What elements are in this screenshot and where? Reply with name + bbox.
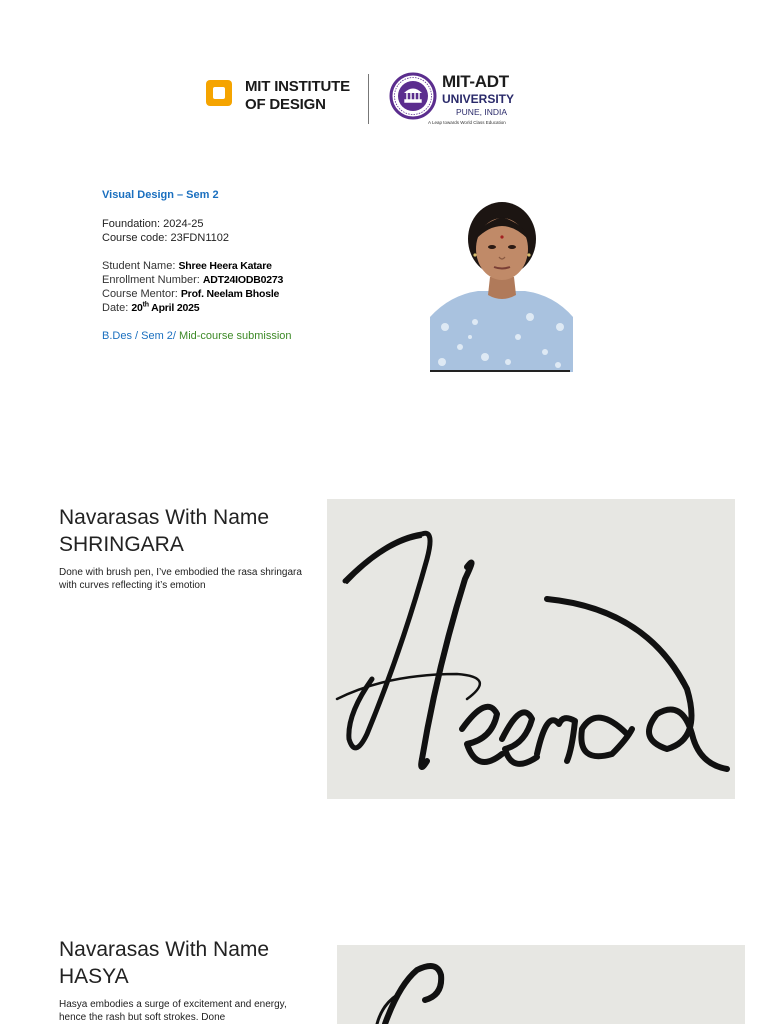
course-code-text: Course code: 23FDN1102 [102,232,229,244]
student-details [102,259,283,315]
enrollment-value: ADT24IODB0273 [202,274,284,286]
section-1-title-line2: SHRINGARA [59,533,184,556]
date-row [102,301,283,315]
course-details [102,217,229,245]
heera-calligraphy [327,499,735,799]
mit-institute-line2: OF DESIGN [245,96,326,113]
student-name-value: Shree Heera Katare [178,260,272,272]
mentor-row [102,287,283,301]
section-2-title-line2: HASYA [59,965,129,988]
submission-type-text: Mid-course submission [175,330,292,342]
student-name-label: Student Name: [102,260,179,272]
shringara-artwork [327,499,735,799]
student-name-row [102,259,283,273]
hasya-artwork [337,945,745,1024]
section-2-title-line1: Navarasas With Name [59,938,270,961]
section-1-title [59,504,269,558]
adt-university: UNIVERSITY [442,92,515,106]
section-2-title [59,936,269,990]
adt-tagline: A Leap towards World Class Education [428,120,506,125]
adt-city: PUNE, INDIA [456,107,508,117]
enrollment-row [102,273,283,287]
mentor-label: Course Mentor: [102,288,181,300]
date-suffix: th [142,301,149,309]
mit-institute-line1: MIT INSTITUTE [245,78,350,95]
mit-institute-logo-icon [206,80,232,106]
university-seal-icon [389,72,437,120]
enrollment-label: Enrollment Number: [102,274,203,286]
date-month-year: April 2025 [148,302,200,314]
student-portrait [430,197,573,372]
date-label: Date: [102,302,132,314]
section-2-description: Hasya embodies a surge of excitement and energy, hence the rash but soft strokes. Done [59,999,287,1023]
hasya-calligraphy [337,945,745,1024]
course-title: Visual Design – Sem 2 [102,189,219,201]
date-day: 20 [131,302,143,314]
submission-line [102,329,292,343]
adt-title: MIT-ADT [442,72,509,91]
section-1-description: Done with brush pen, I’ve embodied the rasa shringara with curves reflecting it’s emotion [59,567,302,591]
header-logos [196,66,526,132]
bdes-sem-text: B.Des / Sem 2/ [102,330,176,342]
section-1-title-line1: Navarasas With Name [59,506,270,529]
logo-divider [368,74,369,124]
mit-institute-name [245,78,363,114]
foundation-text: Foundation: 2024-25 [102,218,204,230]
mentor-value: Prof. Neelam Bhosle [180,288,280,300]
